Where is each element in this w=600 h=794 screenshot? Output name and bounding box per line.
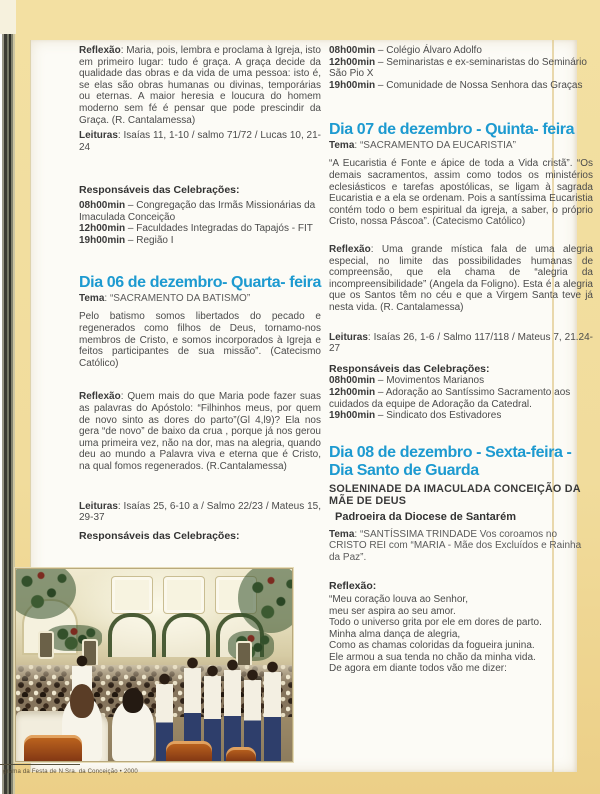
leituras-text: : Isaías 25, 6-10 a / Salmo 22/23 / Mateus 15, 29-37 [79,500,321,524]
schedule-time: 12h00min [329,386,376,398]
schedule-time: 08h00min [329,45,376,56]
tema-label: Tema [329,139,355,151]
reflexao-label: Reflexão [79,45,121,56]
right-column [329,40,593,675]
photo-standing-person [224,659,241,761]
responsaveis-title-day07: Responsáveis das Celebrações: [329,362,490,375]
schedule-time: 19h00min [329,79,376,91]
poem-line: “Meu coração louva ao Senhor, [329,593,468,605]
book-spine-binding [0,0,15,794]
leituras-label: Leituras [329,331,368,343]
reflexao-text: : Maria, pois, lembra e proclama à Igreja, isto em primeiro lugar: tudo é graça. A graça decide da qualidade das obras e da vida de uma pessoa: isto é, se elas são obras humanas ou divinas, temporárias ou eternas. A maior heresia e loucura do homem moderno sem fé é pensar que pode prescindir da Graça. (R. Cantalamessa) [79,45,321,126]
schedule-item [329,80,593,92]
responsaveis-title-day06: Responsáveis das Celebrações: [79,529,240,542]
schedule-text: – Colégio Álvaro Adolfo [375,45,482,56]
day07-tema [329,140,593,152]
leituras-day05 [79,130,321,153]
poem-line: meu ser aspira ao seu amor. [329,605,456,617]
day08-solemnity-title: SOLENINADE DA IMACULADA CONCEIÇÃO DA MÃE DE DEUS [329,482,581,508]
day06-heading: Dia 06 de dezembro- Quarta- feira [79,274,321,292]
left-column [79,40,321,542]
leituras-label: Leituras [79,130,118,142]
day08-tema [329,529,593,564]
schedule-time: 08h00min [79,199,126,211]
photo-window [164,577,204,613]
schedule-text: – Congregação das Irmãs Missionárias da Imaculada Conceição [79,199,316,223]
caption-rule [0,764,80,765]
day06-reflexao [79,391,321,472]
schedule-item [329,57,593,80]
schedule-text: – Movimentos Marianos [375,375,485,387]
reflexao-label: Reflexão [79,391,121,403]
day08-reflexao-label: Reflexão: [329,580,377,593]
tema-text: : “SANTÍSSIMA TRINDADE Vos coroamos no CRISTO REI com “MARIA - Mãe dos Excluídos e Rainha da Paz”. [329,528,582,563]
tema-text: : “SACRAMENTO DA EUCARISTIA” [354,139,516,151]
photo-garland-arch [162,613,210,657]
reflexao-text: : Quem mais do que Maria pode fazer suas as palavras do Apóstolo: “Filhinhos meus, por quem de novo sinto as dores do parto”(Gl 4,l9)? Ela nos gera “de novo” de baixo da crua , porque já nos gerou uma primeira vez, não na dor, mas na alegria, quando deu ao mundo a Palavra viva e eterna que é Cristo, na qual fomos regenerados. (R.Cantalamessa) [79,391,321,472]
photo-kneeling-person [112,701,154,761]
photo-garland-arch [108,613,156,657]
poem-line: De agora em diante todos vão me dizer: [329,663,507,675]
poem-line: Ele armou a sua tenda no chão da minha vida. [329,651,536,663]
leituras-label: Leituras [79,500,118,512]
photo-pew [166,741,212,761]
day06-body: Pelo batismo somos libertados do pecado e regenerados como filhos de Deus, tornamo-nos membros de Cristo, e somos incorporados à Igreja e feitos participantes de sua missão”. (Catecismo Católico) [79,311,321,369]
reflexao-label: Reflexão [329,244,371,256]
leituras-text: : Isaías 11, 1-10 / salmo 71/72 / Lucas 10, 21-24 [79,130,321,153]
schedule-text: – Seminaristas e ex-seminaristas do Seminário São Pio X [329,56,587,80]
spine-top-corner [0,0,16,34]
photo-standing-person [264,661,281,761]
poem-line: Minha alma dança de alegria, [329,628,461,640]
day07-heading: Dia 07 de dezembro - Quinta- feira [329,121,575,139]
schedule-time: 08h00min [329,375,376,387]
church-congregation-photo [15,568,293,762]
schedule-item [79,200,321,223]
page-surface [30,40,593,772]
day06-leituras [79,501,321,524]
schedule-item [79,235,321,247]
schedule-time: 19h00min [329,410,376,422]
schedule-item [329,45,593,57]
leituras-text: : Isaías 26, 1-6 / Salmo 117/118 / Mateus 7, 21.24-27 [329,331,593,355]
schedule-item [329,410,593,422]
day08-patroness: Padroeira da Diocese de Santarém [335,510,516,523]
day07-leituras [329,332,593,355]
schedule-item [79,223,321,235]
schedule-text: – Adoração ao Santíssimo Sacramento aos cuidados da equipe de Adoração da Catedral. [329,386,571,410]
schedule-time: 12h00min [79,223,126,235]
day07-body: “A Eucaristia é Fonte e ápice de toda a Vida cristã”. “Os demais sacramentos, assim como todos os ministérios eclesiásticos e tarefas apostólicas, se ligam à sagrada Eucaristia e a ela se ordenam. Pois a santíssima Eucaristia contém todo o bem espiritual da igreja, a saber, o próprio Cristo, nossa Páscoa”. (Catecismo Católico) [329,158,593,228]
schedule-text: – Região I [125,234,174,246]
tema-label: Tema [79,292,105,304]
poem-line: Todo o universo grita por ele em dores de parto. [329,617,542,629]
schedule-item [329,375,593,387]
photo-window [112,577,152,613]
day08-heading: Dia 08 de dezembro - Sexta-feira - Dia Santo de Guarda [329,443,572,480]
day07-reflexao [329,244,593,314]
day06-tema [79,293,321,305]
schedule-time: 12h00min [329,56,376,68]
poem-line: Como as chamas coloridas da fogueira junina. [329,640,535,652]
photo-pew [24,735,82,761]
photo-pew [226,747,256,761]
schedule-text: – Sindicato dos Estivadores [375,410,502,422]
reflexao-text: : Uma grande mística fala de uma alegria especial, no limite das possibilidades humanas de compreensão, que ela chama de “alegria da incompreensibilidade” (Angela da Foligno). Esta é a alegria que os Santos têm no céu e que a Virgem Santa teve já nesta vida. (R. Cantalamessa) [329,244,593,313]
photo-statue-niche [38,631,54,659]
tema-text: : “SACRAMENTO DA BATISMO” [104,292,251,304]
reflexao-paragraph-day05 [79,45,321,126]
tema-label: Tema [329,528,355,540]
responsaveis-title-day05: Responsáveis das Celebrações: [79,184,240,197]
schedule-text: – Faculdades Integradas do Tapajós - FIT [125,223,313,235]
schedule-text: – Comunidade de Nossa Senhora das Graças [375,79,583,91]
schedule-item [329,387,593,410]
photo-caption: grama da Festa de N.Sra. da Conceição • 2000 [3,769,138,775]
schedule-time: 19h00min [79,234,126,246]
